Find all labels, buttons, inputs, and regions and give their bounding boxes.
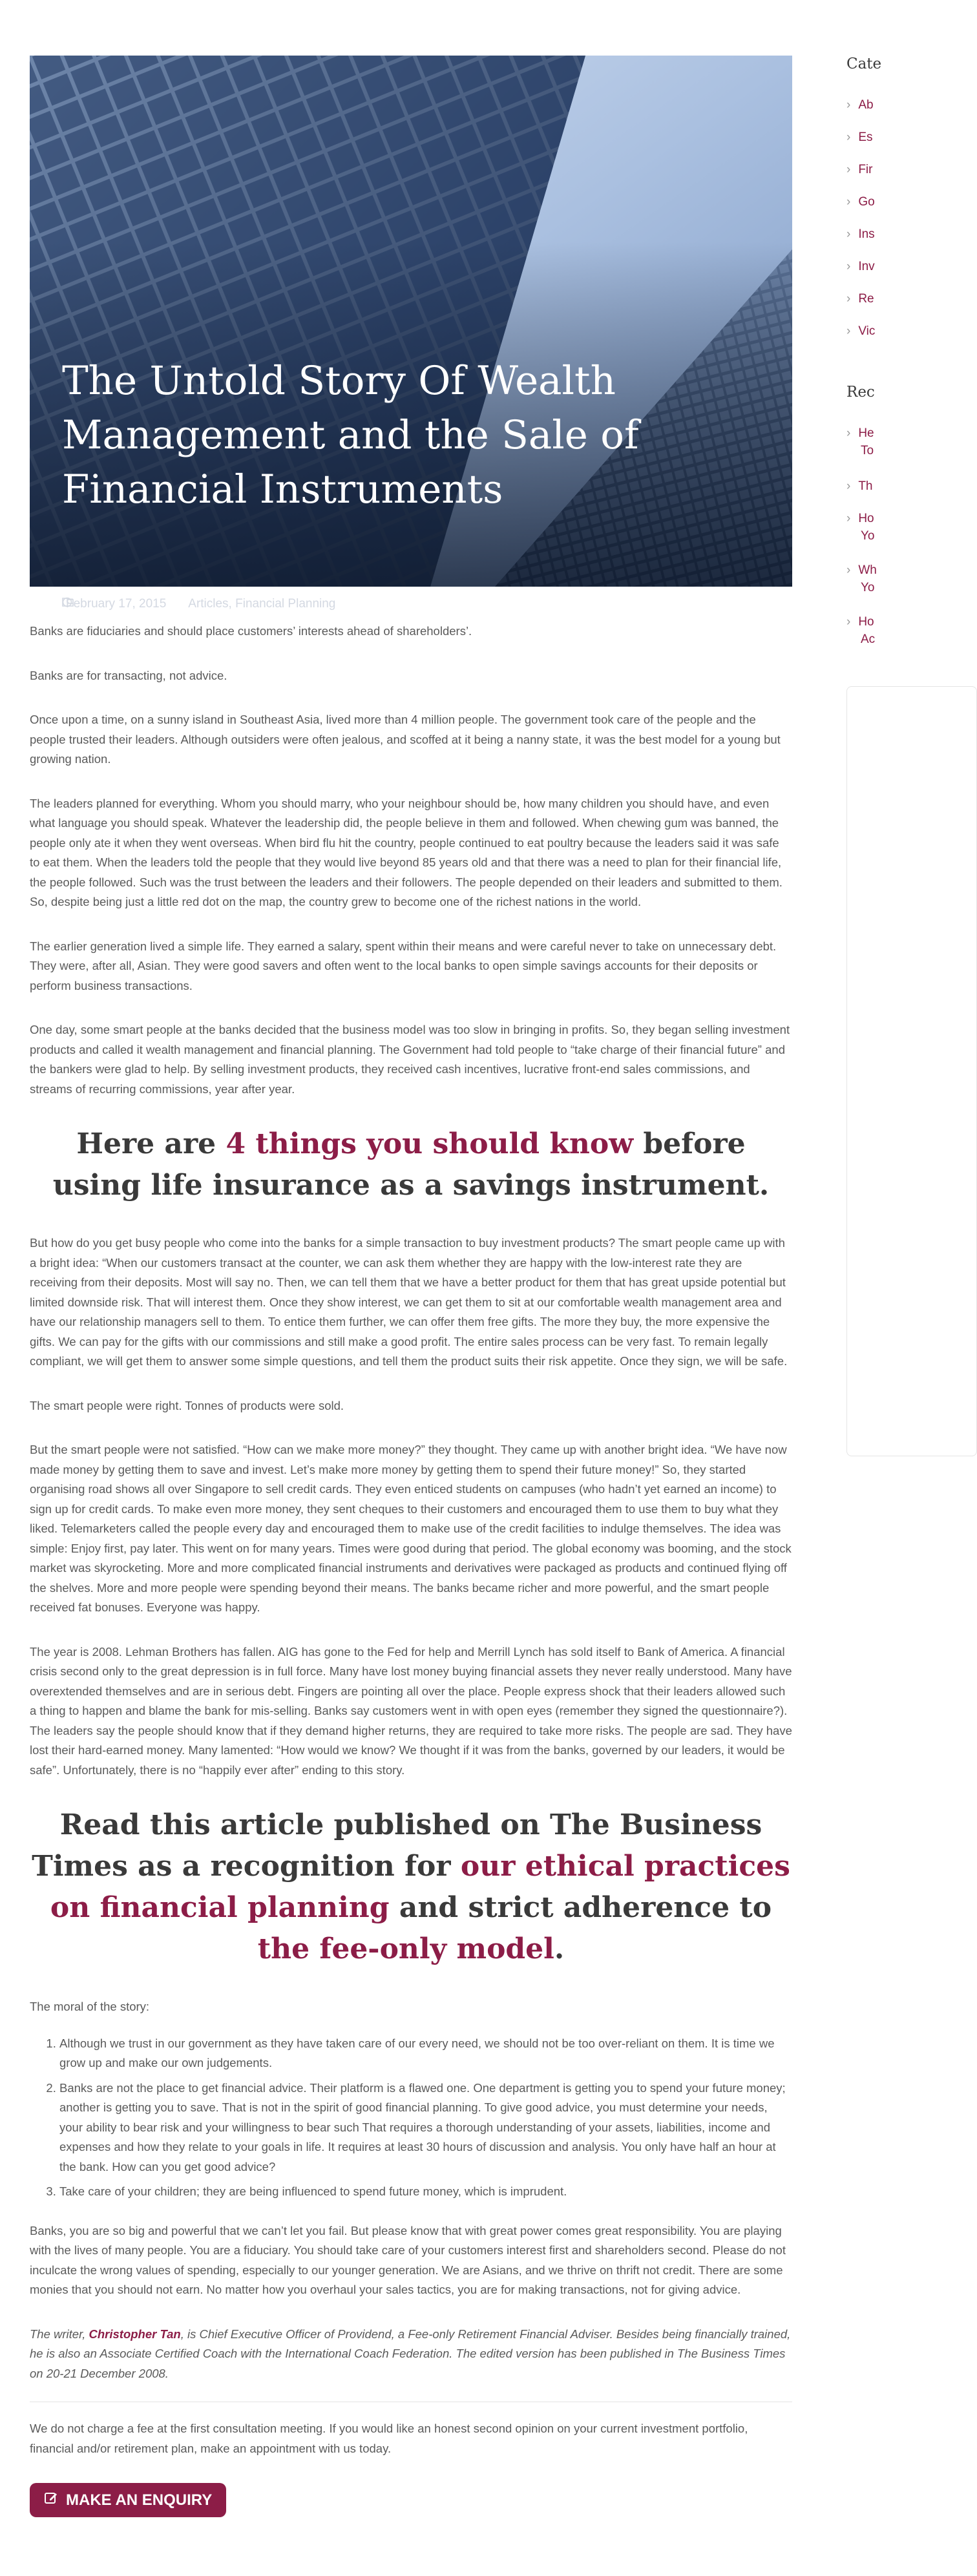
paragraph: The smart people were right. Tonnes of products were sold. [30, 1398, 344, 1412]
sidebar-category[interactable]: › Ins [846, 227, 875, 241]
categories-heading: Cate [846, 56, 882, 72]
make-enquiry-button[interactable]: MAKE AN ENQUIRY [30, 2483, 226, 2517]
sidebar-category[interactable]: › Ab [846, 98, 874, 112]
chevron-right-icon: › [846, 227, 851, 241]
page-title: The Untold Story Of Wealth Management and the Sale of Financial Instruments [62, 358, 639, 512]
sidebar-category[interactable]: › Inv [846, 260, 875, 273]
sidebar-category[interactable]: › Go [846, 195, 875, 209]
callout-life-insurance: Here are 4 things you should know before using life insurance as a savings instrument. [52, 1127, 770, 1202]
callout-link[interactable]: 4 things you should know [226, 1127, 634, 1160]
paragraph: Banks are for transacting, not advice. [30, 668, 227, 682]
moral-list [30, 2034, 792, 2202]
paragraph: Banks, you are so big and powerful that we can’t let you fail. But please know that with great power comes great responsibility. You are playing with the lives of many people. You are a fiduciary. You should take care of your customers interest first and shareholders second. Please do not inculcate the wrong values of spending, especially to our younger generation. We are Asians, and we thrive on thrift not credit. There are some monies that you should not earn. No matter how you overhaul your sales tactics, you are for making transactions, not for giving advice. [30, 2223, 786, 2296]
chevron-right-icon: › [846, 195, 851, 209]
article-body [30, 622, 792, 2517]
callout-link[interactable]: our ethical practices on financial planning [50, 1850, 790, 1924]
list-item: 1. Although we trust in our government as they have taken care of our every need, we should not be too over-reliant on them. It is time we grow up and make our own judgements. [59, 2034, 792, 2073]
sidebar-category[interactable]: › Re [846, 292, 874, 306]
sidebar-category[interactable]: › Fir [846, 163, 873, 176]
paragraph: The leaders planned for everything. Whom you should marry, who your neighbour should be, how many children you should have, and even what language you should speak. Whatever the leadership did, the people believe in them and followed. When chewing gum was banned, the people only ate it when they went overseas. When bird flu hit the country, people continued to eat poultry because the leaders said it was safe to eat them. When the leaders told the people that they would live beyond 85 years old and that there was a need to plan for their financial life, the people followed. Such was the trust between the leaders and their followers. The people depended on their leaders and submitted to them. So, despite being just a little red dot on the map, the country grew to become one of the richest nations in the world. [30, 796, 783, 908]
chevron-right-icon: › [846, 163, 851, 176]
post-meta [62, 597, 335, 611]
chevron-right-icon: › [846, 324, 851, 338]
chevron-right-icon: › [846, 563, 851, 577]
writer-note: The writer, Christopher Tan, is Chief Executive Officer of Providend, a Fee-only Retirement Financial Adviser. Besides being financially trained, he is also an Associate Certified Coach with the International Coach Federation. The edited version has been published in The Business Times on 20-21 December 2008. [30, 2327, 791, 2380]
paragraph: We do not charge a fee at the first consultation meeting. If you would like an honest second opinion on your current investment portfolio, financial and/or retirement plan, make an appointment with us today. [30, 2422, 748, 2455]
recent-post-link[interactable]: › He To [846, 426, 874, 457]
recent-post-link[interactable]: › Wh Yo [846, 563, 877, 594]
chevron-right-icon: › [846, 479, 851, 493]
chevron-right-icon: › [846, 512, 851, 525]
chevron-right-icon: › [846, 426, 851, 440]
chevron-right-icon: › [846, 292, 851, 306]
list-item: 2. Banks are not the place to get financial advice. Their platform is a flawed one. One department is getting you to spend your future money; another is getting you to save. That is not in the spirit of good financial planning. To give good advice, you must determine your needs, your ability to bear risk and your willingness to bear such That requires a thorough understanding of your assets, liabilities, income and expenses and how they relate to your goals in life. It requires at least 30 hours of discussion and analysis. You only have half an hour at the bank. How can you get good advice? [59, 2079, 792, 2177]
edit-icon [44, 2491, 58, 2509]
paragraph: Banks are fiduciaries and should place customers’ interests ahead of shareholders’. [30, 624, 472, 638]
chevron-right-icon: › [846, 98, 851, 112]
paragraph: The earlier generation lived a simple life. They earned a salary, spent within their means and were careful never to take on unnecessary debt. They were, after all, Asian. They were good savers and often went to the local banks to open simple savings accounts for their deposits or perform business transactions. [30, 939, 777, 992]
callout-link[interactable]: the fee-only model [257, 1932, 554, 1965]
sidebar-category[interactable]: › Es [846, 131, 873, 144]
recent-post-link[interactable]: › Ho Ac [846, 615, 876, 646]
recent-post-link[interactable]: › Th [846, 479, 873, 493]
writer-name: Christopher Tan [89, 2327, 181, 2341]
paragraph: But how do you get busy people who come into the banks for a simple transaction to buy investment products? The smart people came up with a bright idea: “When our customers transact at the counter, we can ask them whether they are happy with the low-interest rate they are receiving from their deposits. Most will say no. Then, we can tell them that we have a better product for them that has great upside potential but limited downside risk. That will interest them. Once they show interest, we can get them to sit at our comfortable wealth management area and have our relationship managers sell to them. To entice them further, we can offer them free gifts. The more they buy, the more expensive the gifts. We can pay for the gifts with our commissions and still make a good profit. The entire sales process can be very fast. To remain legally compliant, we will get them to answer some simple questions, and tell them the product suits their risk appetite. Once they sign, we will be safe. [30, 1236, 788, 1368]
chevron-right-icon: › [846, 260, 851, 273]
paragraph: The year is 2008. Lehman Brothers has fallen. AIG has gone to the Fed for help and Merrill Lynch has sold itself to Bank of America. A financial crisis second only to the great depression is in full force. Many have lost money buying financial assets they never really understood. Many have overextended themselves and are in serious debt. Fingers are pointing all over the place. People express shock that their leaders allowed such a thing to happen and blame the bank for mis-selling. Banks say customers went in with open eyes (remember they signed the questionnaire?). The leaders say the people should know that if they demand higher returns, they are required to take more risks. The people are sad. They have lost their hard-earned money. Many lamented: “How would we know? We thought if it was from the banks, governed by our leaders, it would be safe”. Unfortunately, there is no “happily ever after” ending to this story. [30, 1644, 792, 1777]
post-date[interactable]: February 17, 2015 [66, 597, 167, 611]
paragraph: But the smart people were not satisfied. “How can we make more money?” they thought. They came up with another bright idea. “We have now made money by getting them to save and invest. Let’s make more money by getting them to spend their future money!” So, they started organising road shows all over Singapore to sell credit cards. They even enticed students on campuses (who hadn’t yet earned an income) to sign up for credit cards. To make even more money, they sent cheques to their customers and encouraged them to use them to buy what they liked. Telemarketers called the people every day and encouraged them to make use of the credit facilities to indulge themselves. The idea was simple: Enjoy first, pay later. This went on for many years. Times were good during that period. The global economy was booming, and the stock market was skyrocketing. More and more complicated financial instruments and derivatives were packaged as products and continued flying off the shelves. More and more people were spending beyond their means. The banks became richer and more powerful, and the smart people received fat bonuses. Everyone was happy. [30, 1443, 792, 1614]
chevron-right-icon: › [846, 615, 851, 629]
list-item: 3. Take care of your children; they are being influenced to spend future money, which is imprudent. [59, 2182, 792, 2202]
post-categories[interactable]: Articles, Financial Planning [188, 597, 336, 611]
paragraph: The moral of the story: [30, 2000, 150, 2013]
recent-post-link[interactable]: › Ho Yo [846, 512, 875, 543]
sidebar-widget-card [846, 686, 977, 1456]
recent-posts-heading: Rec [846, 384, 875, 401]
callout-business-times: Read this article published on The Business Times as a recognition for our ethical practices on financial planning and strict adherence to the fee-only model. [32, 1808, 790, 1965]
paragraph: One day, some smart people at the banks decided that the business model was too slow in bringing in profits. So, they began selling investment products and called it wealth management and financial planning. The Government had told people to “take charge of their financial future” and the bankers were glad to help. By selling investment products, they received cash incentives, lucrative front-end sales commissions, and streams of recurring commissions, year after year. [30, 1023, 790, 1096]
paragraph: Once upon a time, on a sunny island in Southeast Asia, lived more than 4 million people. The government took care of the people and the people trusted their leaders. Although outsiders were often jealous, and scoffed at it being a nanny state, it was the best model for a young but growing nation. [30, 713, 781, 766]
chevron-right-icon: › [846, 131, 851, 144]
sidebar-category[interactable]: › Vic [846, 324, 876, 338]
hero-banner [30, 56, 792, 611]
